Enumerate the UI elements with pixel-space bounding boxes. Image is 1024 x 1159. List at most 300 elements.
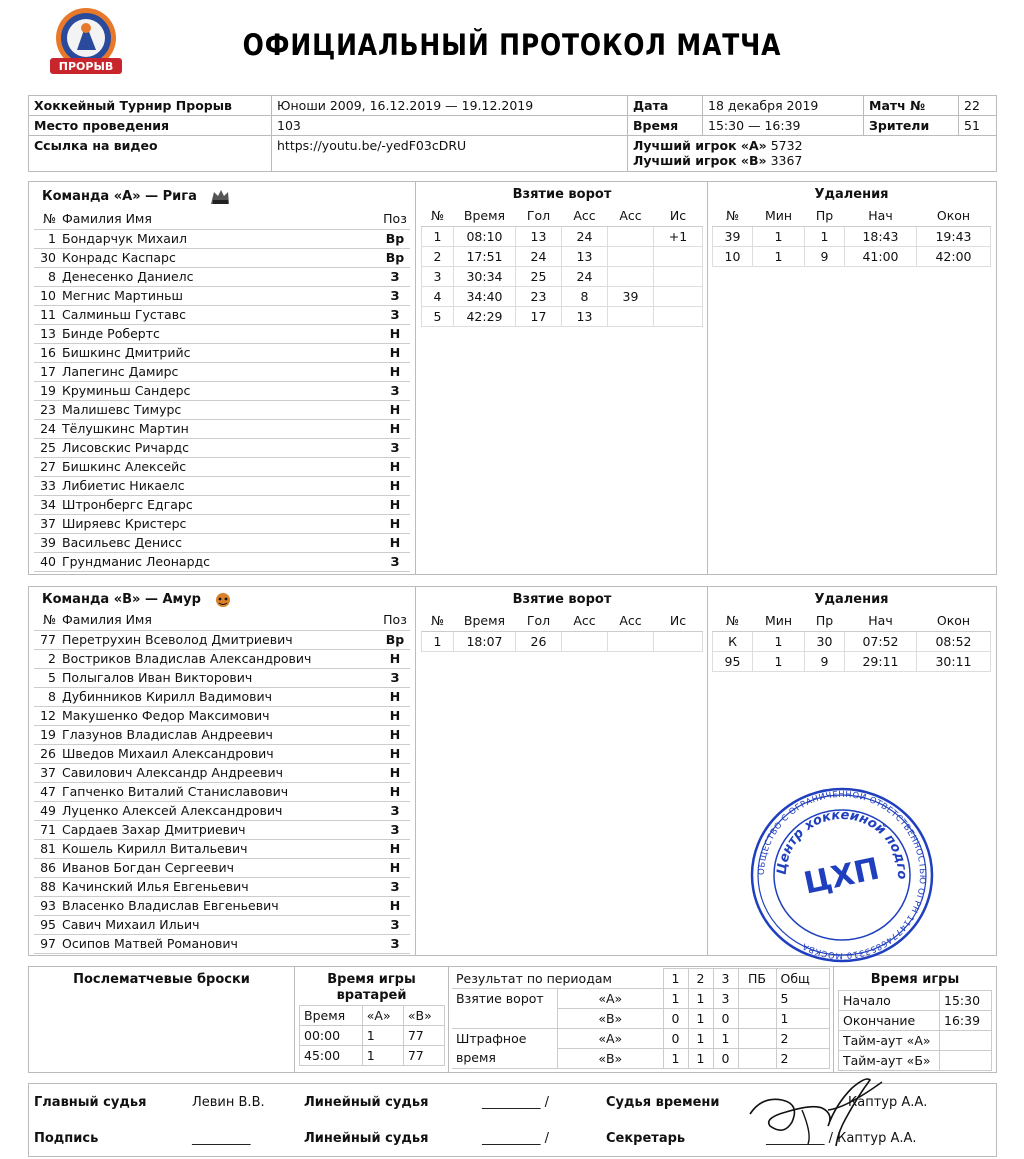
player-name: Мегнис Мартиньш (62, 286, 380, 305)
pim-b-so (738, 1049, 776, 1069)
player-row (34, 858, 410, 877)
player-position: З (380, 820, 410, 839)
match-info (28, 95, 997, 172)
table-cell (608, 246, 654, 266)
table-cell: 1 (805, 226, 845, 246)
player-row (34, 934, 410, 953)
player-number: 47 (34, 782, 62, 801)
table-cell: 17:51 (454, 246, 516, 266)
player-position: З (380, 305, 410, 324)
table-cell: 23 (516, 286, 562, 306)
player-row (34, 267, 410, 286)
player-name: Полыгалов Иван Викторович (62, 668, 380, 687)
player-name: Штронбергс Едгарс (62, 495, 380, 514)
table-cell: 2 (422, 246, 454, 266)
player-position: Н (380, 839, 410, 858)
goals-b-total: 1 (776, 1009, 830, 1029)
period-1-header: 1 (663, 969, 688, 989)
player-number: 17 (34, 362, 62, 381)
player-position: Н (380, 725, 410, 744)
player-number: 88 (34, 877, 62, 896)
best-a-label: Лучший игрок «А» (633, 138, 767, 153)
player-row (34, 495, 410, 514)
best-b-value: 3367 (770, 153, 803, 168)
game-time-label: Тайм-аут «А» (839, 1031, 940, 1051)
player-number: 81 (34, 839, 62, 858)
goals-caption: Взятие ворот (512, 187, 612, 202)
player-name: Востриков Владислав Александрович (62, 649, 380, 668)
table-cell: 26 (516, 631, 562, 651)
player-number: 33 (34, 476, 62, 495)
player-position: Н (380, 858, 410, 877)
player-row (34, 668, 410, 687)
table-cell (654, 631, 703, 651)
time-label: Время (628, 116, 703, 136)
table-cell: 1 (753, 651, 805, 671)
player-number: 10 (34, 286, 62, 305)
table-cell: 13 (562, 246, 608, 266)
player-number: 34 (34, 495, 62, 514)
team-a-penalties (712, 184, 991, 267)
pim-b-p1: 1 (663, 1049, 688, 1069)
period-2-header: 2 (688, 969, 713, 989)
secretary-label: Секретарь (606, 1130, 686, 1146)
game-time-table (838, 990, 992, 1071)
column-header: Время (454, 206, 516, 226)
table-cell: 45:00 (300, 1046, 363, 1066)
player-row (34, 782, 410, 801)
column-header: Мин (753, 611, 805, 631)
player-position: Н (380, 476, 410, 495)
player-row (34, 476, 410, 495)
table-cell: К (713, 631, 753, 651)
stamp-center-text: ЦХП (800, 851, 883, 902)
column-header: Мин (753, 206, 805, 226)
player-position: Н (380, 495, 410, 514)
player-name: Бинде Робертс (62, 324, 380, 343)
penalties-caption: Удаления (814, 187, 889, 202)
player-position: Н (380, 763, 410, 782)
pim-team-b: «В» (558, 1049, 664, 1069)
table-cell: 9 (805, 651, 845, 671)
player-position: Н (380, 514, 410, 533)
match-number-value: 22 (959, 96, 997, 116)
pim-a-p1: 0 (663, 1029, 688, 1049)
table-cell: 19:43 (917, 226, 991, 246)
game-time-label: Окончание (839, 1011, 940, 1031)
goals-b-p1: 0 (663, 1009, 688, 1029)
spectators-label: Зрители (864, 116, 959, 136)
player-position: Н (380, 343, 410, 362)
player-row (34, 324, 410, 343)
team-a-title: Команда «А» — Рига (42, 189, 197, 204)
player-row (34, 801, 410, 820)
table-cell: 24 (562, 226, 608, 246)
player-row (34, 820, 410, 839)
team-b-emblem-icon (214, 592, 232, 608)
player-position: Н (380, 457, 410, 476)
player-number: 77 (34, 630, 62, 649)
date-label: Дата (628, 96, 703, 116)
table-cell: 1 (753, 226, 805, 246)
table-cell: 30:11 (917, 651, 991, 671)
total-header: Общ (776, 969, 830, 989)
pim-a-total: 2 (776, 1029, 830, 1049)
player-name: Малишевс Тимурс (62, 400, 380, 419)
goals-a-total: 5 (776, 989, 830, 1009)
column-header: Асс (608, 206, 654, 226)
table-cell: 3 (422, 266, 454, 286)
team-b-title: Команда «В» — Амур (42, 592, 201, 607)
table-cell: 24 (516, 246, 562, 266)
player-row (34, 915, 410, 934)
goalie-time-table (299, 1005, 445, 1066)
table-row (713, 631, 991, 651)
pim-b-total: 2 (776, 1049, 830, 1069)
game-time-caption: Время игры (870, 972, 960, 987)
table-cell: 39 (608, 286, 654, 306)
table-cell (608, 306, 654, 326)
column-header: Асс (608, 611, 654, 631)
time-value: 15:30 — 16:39 (703, 116, 864, 136)
table-cell: 00:00 (300, 1026, 363, 1046)
table-cell: 13 (516, 226, 562, 246)
organization-stamp (748, 786, 936, 964)
player-row (34, 457, 410, 476)
player-name: Макушенко Федор Максимович (62, 706, 380, 725)
player-number: 2 (34, 649, 62, 668)
player-row (34, 229, 410, 248)
tournament-value: Юноши 2009, 16.12.2019 — 19.12.2019 (272, 96, 628, 116)
table-cell (654, 266, 703, 286)
player-number: 27 (34, 457, 62, 476)
player-name: Салминьш Густавс (62, 305, 380, 324)
pim-row-label: Штрафное время (452, 1029, 558, 1069)
table-cell: 77 (403, 1026, 444, 1046)
pim-team-a: «А» (558, 1029, 664, 1049)
penalties-caption: Удаления (814, 592, 889, 607)
goals-a-p2: 1 (688, 989, 713, 1009)
column-header: № (422, 611, 454, 631)
player-position: Н (380, 782, 410, 801)
player-name: Бишкинс Дмитрийс (62, 343, 380, 362)
player-number: 12 (34, 706, 62, 725)
column-header: Ис (654, 206, 703, 226)
table-cell: 95 (713, 651, 753, 671)
player-number: 97 (34, 934, 62, 953)
table-cell: 4 (422, 286, 454, 306)
col-name: Фамилия Имя (62, 611, 380, 630)
player-row (34, 706, 410, 725)
player-number: 30 (34, 248, 62, 267)
player-row (34, 400, 410, 419)
linesman-2-value: _________ / (482, 1130, 550, 1146)
table-cell: 34:40 (454, 286, 516, 306)
player-name: Качинский Илья Евгеньевич (62, 877, 380, 896)
video-label: Ссылка на видео (29, 136, 272, 172)
venue-value: 103 (272, 116, 628, 136)
video-link[interactable]: https://youtu.be/-yedF03cDRU (272, 136, 628, 172)
player-position: З (380, 286, 410, 305)
player-number: 16 (34, 343, 62, 362)
player-position: З (380, 877, 410, 896)
player-number: 37 (34, 763, 62, 782)
table-cell: 1 (753, 631, 805, 651)
game-time-label: Тайм-аут «Б» (839, 1051, 940, 1071)
player-position: З (380, 552, 410, 571)
linesman-1-label: Линейный судья (304, 1094, 429, 1110)
table-cell (654, 246, 703, 266)
player-number: 93 (34, 896, 62, 915)
player-row (34, 419, 410, 438)
team-b-goals (421, 589, 703, 652)
goals-a-p1: 1 (663, 989, 688, 1009)
venue-label: Место проведения (29, 116, 272, 136)
column-header: Окон (917, 206, 991, 226)
col-number: № (34, 611, 62, 630)
player-name: Осипов Матвей Романович (62, 934, 380, 953)
player-number: 19 (34, 725, 62, 744)
timekeeper-value: Каптур А.А. (848, 1094, 928, 1110)
column-header: Гол (516, 611, 562, 631)
table-cell (654, 306, 703, 326)
player-name: Ширяевс Кристерс (62, 514, 380, 533)
player-name: Грундманис Леонардс (62, 552, 380, 571)
team-a-goals (421, 184, 703, 327)
pim-a-p3: 1 (713, 1029, 738, 1049)
table-cell: 30 (805, 631, 845, 651)
player-name: Лапегинс Дамирс (62, 362, 380, 381)
table-cell: 1 (362, 1046, 403, 1066)
column-header: № (422, 206, 454, 226)
table-cell (608, 226, 654, 246)
player-row (34, 725, 410, 744)
team-b-roster (34, 589, 410, 954)
periods-table (452, 968, 830, 1069)
column-header: Пр (805, 206, 845, 226)
table-cell: 17 (516, 306, 562, 326)
player-name: Иванов Богдан Сергеевич (62, 858, 380, 877)
player-row (34, 552, 410, 571)
date-value: 18 декабря 2019 (703, 96, 864, 116)
period-3-header: 3 (713, 969, 738, 989)
table-cell: 9 (805, 246, 845, 266)
player-position: Вр (380, 630, 410, 649)
player-position: З (380, 915, 410, 934)
player-row (34, 839, 410, 858)
header-row (300, 1006, 445, 1026)
table-cell: 07:52 (845, 631, 917, 651)
player-name: Дубинников Кирилл Вадимович (62, 687, 380, 706)
table-row (422, 226, 703, 246)
spectators-value: 51 (959, 116, 997, 136)
column-header: «В» (403, 1006, 444, 1026)
player-number: 37 (34, 514, 62, 533)
table-row (422, 306, 703, 326)
handwritten-signature (742, 1074, 890, 1156)
player-row (34, 305, 410, 324)
player-number: 86 (34, 858, 62, 877)
col-position: Поз (380, 611, 410, 630)
table-cell: 41:00 (845, 246, 917, 266)
player-name: Сардаев Захар Дмитриевич (62, 820, 380, 839)
player-row (34, 362, 410, 381)
table-cell: +1 (654, 226, 703, 246)
linesman-1-value: _________ / (482, 1094, 550, 1110)
periods-caption: Результат по периодам (452, 969, 663, 989)
table-cell: 1 (422, 631, 454, 651)
player-name: Лисовскис Ричардс (62, 438, 380, 457)
table-cell (608, 266, 654, 286)
player-row (34, 514, 410, 533)
table-cell: 08:10 (454, 226, 516, 246)
goalie-time-caption: Время игры вратарей (327, 972, 416, 1003)
player-row (34, 248, 410, 267)
player-row (34, 630, 410, 649)
col-name: Фамилия Имя (62, 210, 380, 229)
player-name: Кошель Кирилл Витальевич (62, 839, 380, 858)
stamp-inner-text: Центр хоккейной подго (774, 807, 910, 880)
player-name: Конрадс Каспарс (62, 248, 380, 267)
goals-row-label: Взятие ворот (452, 989, 558, 1029)
player-row (34, 744, 410, 763)
table-row (713, 226, 991, 246)
player-name: Гапченко Виталий Станиславович (62, 782, 380, 801)
header-row (713, 611, 991, 631)
table-cell: 1 (422, 226, 454, 246)
head-referee-label: Главный судья (34, 1094, 147, 1110)
header-row (422, 206, 703, 226)
player-row (34, 286, 410, 305)
column-header: № (713, 206, 753, 226)
player-position: З (380, 438, 410, 457)
player-position: З (380, 801, 410, 820)
table-cell: 10 (713, 246, 753, 266)
header-row (422, 611, 703, 631)
player-row (34, 763, 410, 782)
table-cell: 1 (362, 1026, 403, 1046)
table-cell: 18:07 (454, 631, 516, 651)
player-name: Савилович Александр Андреевич (62, 763, 380, 782)
table-row (422, 266, 703, 286)
column-header: № (713, 611, 753, 631)
best-b-label: Лучший игрок «В» (633, 153, 767, 168)
player-row (34, 877, 410, 896)
player-row (34, 649, 410, 668)
column-header: Асс (562, 206, 608, 226)
player-name: Васильевс Денисс (62, 533, 380, 552)
player-number: 8 (34, 687, 62, 706)
player-position: Вр (380, 229, 410, 248)
column-header: Нач (845, 206, 917, 226)
player-number: 23 (34, 400, 62, 419)
timekeeper-label: Судья времени (606, 1094, 720, 1110)
column-header: Время (300, 1006, 363, 1026)
column-header: Гол (516, 206, 562, 226)
player-number: 11 (34, 305, 62, 324)
pim-b-p2: 1 (688, 1049, 713, 1069)
player-row (34, 687, 410, 706)
player-number: 13 (34, 324, 62, 343)
tournament-label: Хоккейный Турнир Прорыв (29, 96, 272, 116)
player-number: 40 (34, 552, 62, 571)
player-number: 25 (34, 438, 62, 457)
col-position: Поз (380, 210, 410, 229)
game-time-value (940, 1051, 992, 1071)
column-header: Асс (562, 611, 608, 631)
table-cell: 77 (403, 1046, 444, 1066)
player-name: Шведов Михаил Александрович (62, 744, 380, 763)
game-time-value (940, 1031, 992, 1051)
player-number: 26 (34, 744, 62, 763)
header-row (713, 206, 991, 226)
player-row (34, 438, 410, 457)
table-row (713, 651, 991, 671)
game-time-value: 16:39 (940, 1011, 992, 1031)
team-b-penalties (712, 589, 991, 672)
table-cell (608, 631, 654, 651)
table-row (300, 1026, 445, 1046)
player-number: 1 (34, 229, 62, 248)
player-position: Н (380, 649, 410, 668)
player-name: Либиетис Никаелс (62, 476, 380, 495)
shootout-caption: Послематчевые броски (73, 972, 250, 987)
table-cell: 18:43 (845, 226, 917, 246)
goals-b-p3: 0 (713, 1009, 738, 1029)
table-row (839, 991, 992, 1011)
goals-team-b: «В» (558, 1009, 664, 1029)
match-number-label: Матч № (864, 96, 959, 116)
player-position: Н (380, 687, 410, 706)
best-a-value: 5732 (770, 138, 803, 153)
column-header: Окон (917, 611, 991, 631)
table-cell: 5 (422, 306, 454, 326)
player-number: 39 (34, 533, 62, 552)
player-name: Савич Михаил Ильич (62, 915, 380, 934)
team-a-roster (34, 186, 410, 572)
player-position: З (380, 381, 410, 400)
table-cell: 42:29 (454, 306, 516, 326)
pim-a-so (738, 1029, 776, 1049)
table-cell: 24 (562, 266, 608, 286)
player-number: 5 (34, 668, 62, 687)
table-row (422, 286, 703, 306)
table-cell: 8 (562, 286, 608, 306)
head-referee-value: Левин В.В. (192, 1094, 265, 1110)
player-name: Власенко Владислав Евгеньевич (62, 896, 380, 915)
player-position: Н (380, 419, 410, 438)
table-row (713, 246, 991, 266)
table-row (422, 631, 703, 651)
column-header: Время (454, 611, 516, 631)
table-row (300, 1046, 445, 1066)
player-row (34, 533, 410, 552)
goals-b-so (738, 1009, 776, 1029)
player-name: Денесенко Даниелс (62, 267, 380, 286)
table-cell: 29:11 (845, 651, 917, 671)
player-position: З (380, 668, 410, 687)
logo-text: ПРОРЫВ (58, 60, 114, 73)
column-header: Нач (845, 611, 917, 631)
col-number: № (34, 210, 62, 229)
player-position: Н (380, 400, 410, 419)
game-time-label: Начало (839, 991, 940, 1011)
table-cell: 08:52 (917, 631, 991, 651)
player-position: З (380, 267, 410, 286)
player-row (34, 381, 410, 400)
table-row (839, 1011, 992, 1031)
player-name: Бишкинс Алексейс (62, 457, 380, 476)
